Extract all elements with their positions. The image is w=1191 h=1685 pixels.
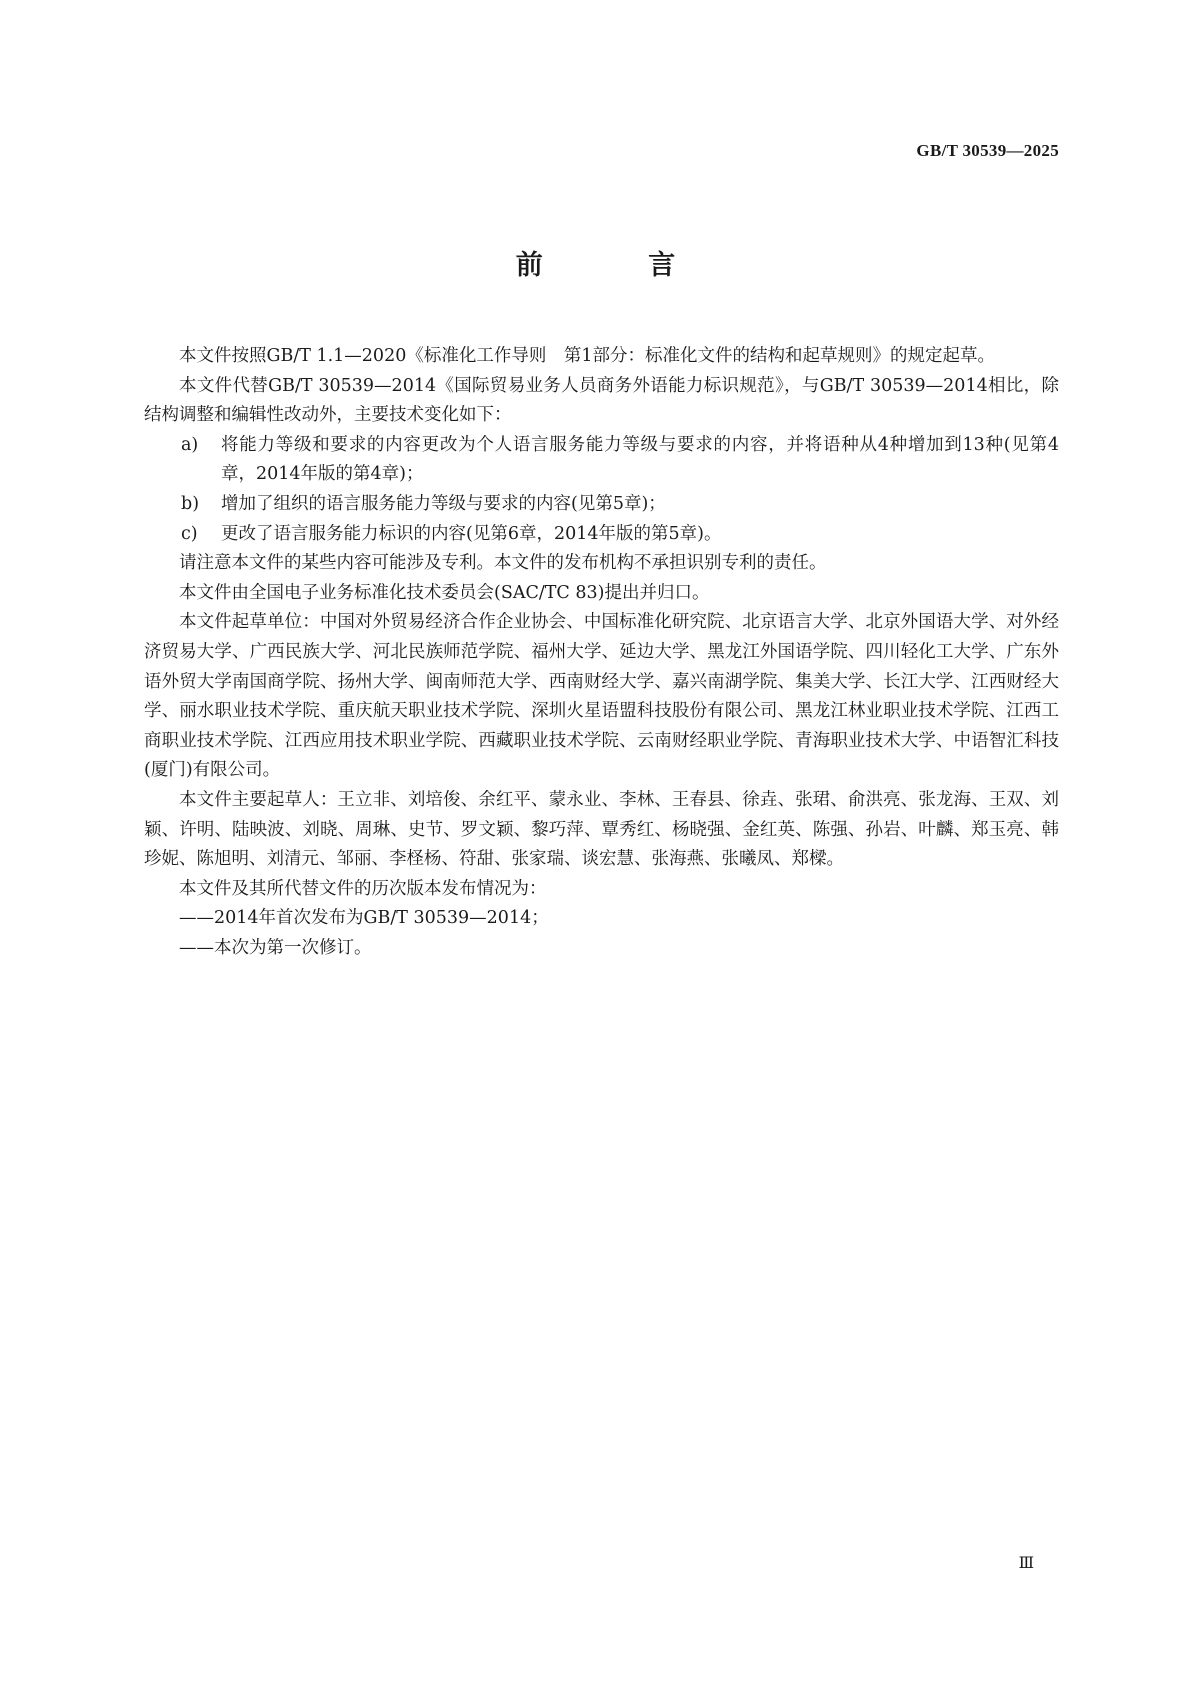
list-text: 将能力等级和要求的内容更改为个人语言服务能力等级与要求的内容，并将语种从4种增加到13种(见第4章，2014年版的第4章)； bbox=[221, 434, 1059, 485]
paragraph-patent-notice: 请注意本文件的某些内容可能涉及专利。本文件的发布机构不承担识别专利的责任。 bbox=[179, 553, 827, 574]
page-number: Ⅲ bbox=[1018, 1555, 1033, 1572]
list-text: 增加了组织的语言服务能力等级与要求的内容(见第5章)； bbox=[221, 493, 666, 514]
paragraph-history-item: ——2014年首次发布为GB/T 30539—2014； bbox=[179, 908, 549, 929]
list-item bbox=[181, 490, 1059, 520]
list-item bbox=[181, 431, 1059, 490]
paragraph-replaces: 本文件代替GB/T 30539—2014《国际贸易业务人员商务外语能力标识规范》，与GB/T 30539—2014相比，除结构调整和编辑性改动外，主要技术变化如下： bbox=[144, 375, 1059, 426]
paragraph-history-intro: 本文件及其所代替文件的历次版本发布情况为： bbox=[179, 878, 547, 899]
paragraph-drafting-rules: 本文件按照GB/T 1.1—2020《标准化工作导则 第1部分：标准化文件的结构和起草规则》的规定起草。 bbox=[179, 346, 995, 366]
paragraph-proposer: 本文件由全国电子业务标准化技术委员会(SAC/TC 83)提出并归口。 bbox=[179, 582, 710, 603]
paragraph-history-item: ——本次为第一次修订。 bbox=[179, 937, 372, 958]
standard-number: GB/T 30539—2025 bbox=[916, 141, 1059, 160]
foreword-body bbox=[144, 342, 1059, 963]
list-item bbox=[181, 520, 1059, 550]
list-text: 更改了语言服务能力标识的内容(见第6章，2014年版的第5章)。 bbox=[221, 523, 722, 544]
paragraph-drafters: 本文件主要起草人：王立非、刘培俊、余红平、蒙永业、李林、王春县、徐垚、张珺、俞洪亮、张龙海、王双、刘颖、许明、陆映波、刘晓、周琳、史节、罗文颖、黎巧萍、覃秀红、杨晓强、金红英、陈强、孙岩、叶麟、郑玉亮、韩珍妮、陈旭明、刘清元、邹丽、李柽杨、符甜、张家瑞、谈宏慧、张海燕、张曦凤、郑樑。 bbox=[144, 789, 1059, 870]
paragraph-drafting-units: 本文件起草单位：中国对外贸易经济合作企业协会、中国标准化研究院、北京语言大学、北京外国语大学、对外经济贸易大学、广西民族大学、河北民族师范学院、福州大学、延边大学、黑龙江外国语学院、四川轻化工大学、广东外语外贸大学南国商学院、扬州大学、闽南师范大学、西南财经大学、嘉兴南湖学院、集美大学、长江大学、江西财经大学、丽水职业技术学院、重庆航天职业技术学院、深圳火星语盟科技股份有限公司、黑龙江林业职业技术学院、江西工商职业技术学院、江西应用技术职业学院、西藏职业技术学院、云南财经职业学院、青海职业技术大学、中语智汇科技(厦门)有限公司。 bbox=[144, 612, 1059, 781]
page-title: 前 言 bbox=[515, 250, 724, 281]
list-marker: b) bbox=[181, 493, 200, 514]
list-marker: a) bbox=[181, 434, 199, 455]
list-marker: c) bbox=[181, 523, 198, 544]
